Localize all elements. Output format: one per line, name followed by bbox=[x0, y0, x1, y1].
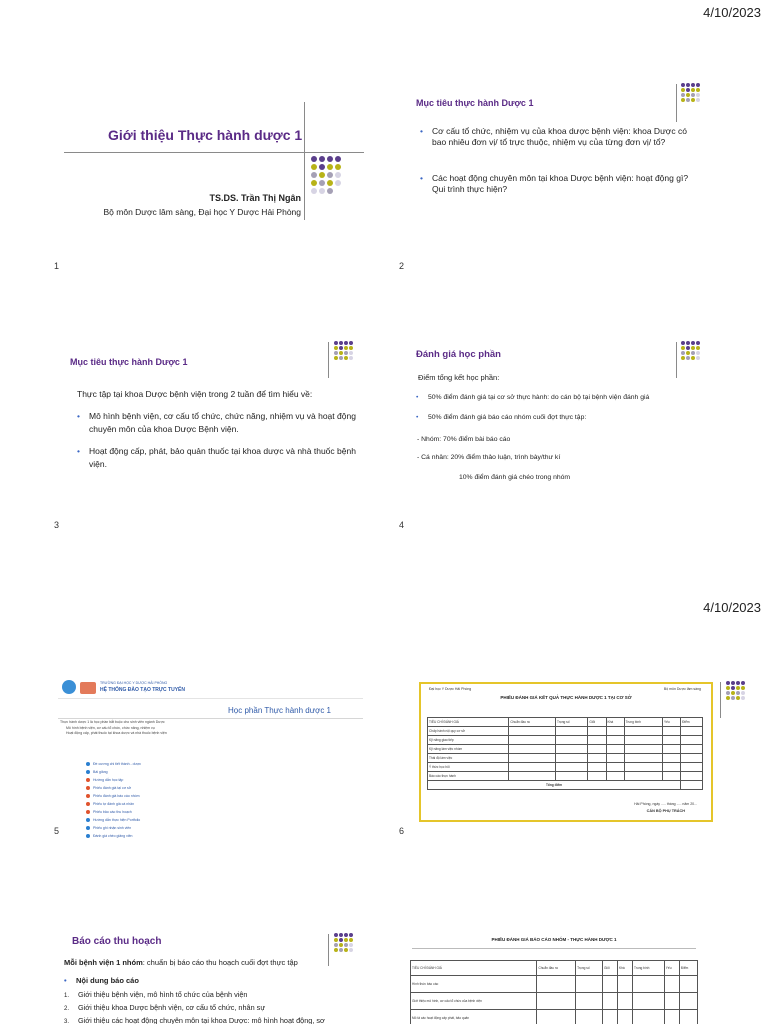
course-link[interactable]: Đề cương chi tiết thành - dược bbox=[86, 760, 141, 768]
bullet-item: • 50% điểm đánh giá báo cáo nhóm cuối đợt thực tập: bbox=[416, 413, 716, 422]
report-lead bbox=[64, 958, 298, 967]
course-link[interactable]: Phiếu bảo cáo thu hoạch bbox=[86, 808, 141, 816]
slide-title: Báo cáo thu hoạch bbox=[72, 936, 162, 947]
table-row: Báo cáo thực hành bbox=[428, 772, 703, 781]
course-links bbox=[86, 760, 141, 840]
table-row: Mô tả các hoạt động cấp phát, bảo quản bbox=[411, 1010, 698, 1024]
decorative-dots bbox=[726, 681, 745, 700]
sign-title: CÁN BỘ PHỤ TRÁCH bbox=[646, 809, 685, 813]
slide-divider-vertical bbox=[676, 342, 677, 378]
form-field-line bbox=[412, 948, 696, 949]
table-row: Ý thức học hỏi bbox=[428, 763, 703, 772]
table-row: Giới thiệu mô hình, cơ cấu tổ chức của bệnh viện bbox=[411, 993, 698, 1010]
decorative-dots bbox=[681, 341, 700, 360]
col-header: Chuẩn đầu ra bbox=[537, 961, 576, 976]
pdf-icon bbox=[86, 794, 90, 798]
sign-place: Hải Phòng, ngày ..... tháng ..... năm 20... bbox=[634, 802, 697, 806]
course-bullet: Mô hình bệnh viện, cơ cấu tổ chức, chức năng, nhiệm vụ bbox=[66, 726, 155, 730]
slide-divider-vertical bbox=[720, 682, 721, 718]
slide-6 bbox=[419, 682, 713, 822]
slide-divider-vertical bbox=[328, 934, 329, 966]
doc-icon bbox=[86, 818, 90, 822]
slide-divider-vertical bbox=[328, 342, 329, 378]
slide-5 bbox=[58, 676, 363, 838]
course-link[interactable]: Phiếu tự đánh giá cá nhân bbox=[86, 800, 141, 808]
sub-item: 10% điểm đánh giá chéo trong nhóm bbox=[459, 474, 571, 481]
slide-number-2: 2 bbox=[399, 261, 405, 271]
report-section bbox=[64, 976, 139, 985]
slide-number-4: 4 bbox=[399, 520, 405, 530]
col-header: Khá bbox=[606, 718, 624, 727]
doc-icon bbox=[86, 834, 90, 838]
slide-affiliation: Bộ môn Dược lâm sàng, Đại học Y Dược Hải Phòng bbox=[103, 207, 301, 217]
table-row: Chấp hành nội quy cơ sở bbox=[428, 727, 703, 736]
org-small: TRƯỜNG ĐẠI HỌC Y DƯỢC HẢI PHÒNG bbox=[100, 681, 168, 685]
decorative-dots bbox=[311, 156, 341, 194]
course-link[interactable]: Phiếu ghi nhận sinh viên bbox=[86, 824, 141, 832]
doc-icon bbox=[86, 826, 90, 830]
slide-7 bbox=[60, 930, 365, 1024]
decorative-dots bbox=[334, 933, 353, 952]
slide-intro: Thực tập tại khoa Dược bệnh viện trong 2 tuần để tìm hiểu về: bbox=[77, 389, 313, 399]
slide-4 bbox=[413, 338, 723, 488]
table-row: Kỹ năng giao tiếp bbox=[428, 736, 703, 745]
lms-header bbox=[58, 676, 363, 699]
sub-item: - Nhóm: 70% điểm bài báo cáo bbox=[417, 436, 511, 443]
slide-3 bbox=[60, 338, 365, 488]
section-heading: • Nội dung báo cáo bbox=[64, 976, 139, 985]
decorative-dots bbox=[681, 83, 700, 102]
page-date: 4/10/2023 bbox=[703, 5, 761, 20]
doc-icon bbox=[86, 762, 90, 766]
report-lead-bold: Mỗi bệnh viện 1 nhóm bbox=[64, 958, 143, 967]
org-name: HỆ THỐNG ĐÀO TẠO TRỰC TUYẾN bbox=[100, 687, 185, 693]
course-link[interactable]: Phiếu đánh giá báo cáo nhóm bbox=[86, 792, 141, 800]
slide-title: Mục tiêu thực hành Dược 1 bbox=[70, 357, 188, 367]
col-header: Yếu bbox=[664, 961, 679, 976]
pdf-icon bbox=[86, 802, 90, 806]
course-title: Học phần Thực hành dược 1 bbox=[228, 706, 331, 715]
slide-number-6: 6 bbox=[399, 826, 405, 836]
course-desc: Thực hành dược 1 là học phần bắt buộc cho sinh viên ngành Dược bbox=[60, 720, 165, 724]
slide-title: Đánh giá học phần bbox=[416, 349, 501, 360]
bullet-item: • Cơ cấu tổ chức, nhiệm vụ của khoa dược bệnh viện: khoa Dược có bao nhiêu đơn vị/ tổ trực thuộc, nhiệm vụ của từng đơn vị/ tổ? bbox=[420, 126, 695, 148]
course-link[interactable]: Phiếu đánh giá tại cơ sở bbox=[86, 784, 141, 792]
slide-title: Giới thiệu Thực hành dược 1 bbox=[108, 127, 303, 143]
list-item: 1. Giới thiệu bệnh viện, mô hình tổ chức của bệnh viện bbox=[64, 990, 248, 999]
form-title: PHIẾU ĐÁNH GIÁ KẾT QUẢ THỰC HÀNH DƯỢC 1 TẠI CƠ SỞ bbox=[500, 695, 632, 700]
slide-author: TS.DS. Trần Thị Ngân bbox=[209, 193, 301, 203]
slide-1 bbox=[60, 80, 365, 230]
slide-divider-vertical bbox=[676, 84, 677, 122]
slide-number-1: 1 bbox=[54, 261, 60, 271]
table-row: Kỹ năng làm việc nhóm bbox=[428, 745, 703, 754]
slide-2 bbox=[413, 80, 723, 230]
doc-icon bbox=[86, 770, 90, 774]
course-link[interactable]: Đánh giá chéo giảng viên bbox=[86, 832, 141, 840]
building-logo-icon bbox=[80, 682, 96, 694]
bullet-item: • 50% điểm đánh giá tại cơ sở thực hành: do cán bộ tại bệnh viện đánh giá bbox=[416, 393, 716, 402]
col-header: Trung bình bbox=[624, 718, 662, 727]
slide-bullets bbox=[77, 410, 357, 471]
slide-8 bbox=[408, 934, 700, 1024]
form-header-left: Đại học Y Dược Hải Phòng bbox=[429, 687, 472, 691]
pdf-icon bbox=[86, 810, 90, 814]
col-header: Trọng số bbox=[556, 718, 588, 727]
slide-intro: Điểm tổng kết học phần: bbox=[418, 373, 500, 382]
sub-item: - Cá nhân: 20% điểm thảo luận, trình bày/thư kí bbox=[417, 454, 561, 461]
list-item: 3. Giới thiệu các hoạt động chuyên môn tại khoa Dược: mô hình hoạt động, sơ bbox=[64, 1016, 325, 1024]
col-header: Trọng số bbox=[576, 961, 603, 976]
slide-bullets bbox=[420, 126, 695, 195]
school-logo-icon bbox=[62, 680, 76, 694]
slide-number-5: 5 bbox=[54, 826, 60, 836]
pdf-icon bbox=[86, 778, 90, 782]
table-row: Hình thức báo cáo bbox=[411, 976, 698, 993]
slide-divider-vertical bbox=[304, 102, 305, 220]
bullet-item: • Mô hình bệnh viện, cơ cấu tổ chức, chức năng, nhiệm vụ và hoạt động chuyên môn của khoa Dược Bệnh viện. bbox=[77, 410, 357, 436]
col-header: Giỏi bbox=[602, 961, 617, 976]
report-items bbox=[64, 989, 325, 1024]
table-row: Thái độ làm việc bbox=[428, 754, 703, 763]
course-bullet: Hoạt động cấp, phát thuốc tại khoa dược và nhà thuốc bệnh viện bbox=[66, 731, 167, 735]
col-header: TIÊU CHÍ ĐÁNH GIÁ bbox=[428, 718, 509, 727]
course-divider bbox=[58, 718, 363, 719]
form-table bbox=[427, 717, 703, 790]
form-table bbox=[410, 960, 698, 1024]
table-row: Tổng điểm bbox=[428, 781, 703, 790]
decorative-dots bbox=[334, 341, 353, 360]
col-header: Giỏi bbox=[588, 718, 606, 727]
bullet-item: • Các hoạt động chuyên môn tại khoa Dược bệnh viện: hoạt động gì? Qui trình thực hiện? bbox=[420, 173, 695, 195]
pdf-icon bbox=[86, 786, 90, 790]
col-header: Chuẩn đầu ra bbox=[509, 718, 556, 727]
slide-title: Mục tiêu thực hành Dược 1 bbox=[416, 98, 534, 108]
report-lead-rest: : chuẩn bị báo cáo thu hoạch cuối đợt thực tập bbox=[142, 958, 298, 967]
col-header: Yếu bbox=[662, 718, 680, 727]
col-header: Khá bbox=[618, 961, 633, 976]
title-divider bbox=[64, 152, 364, 153]
form-title: PHIẾU ĐÁNH GIÁ BÁO CÁO NHÓM - THỰC HÀNH DƯỢC 1 bbox=[491, 937, 617, 942]
col-header: Điểm bbox=[681, 718, 703, 727]
list-item: 2. Giới thiệu khoa Dược bệnh viện, cơ cấu tổ chức, nhân sự bbox=[64, 1003, 266, 1012]
col-header: Điểm bbox=[679, 961, 697, 976]
form-header-right: Bộ môn Dược lâm sàng bbox=[663, 687, 701, 691]
course-link[interactable]: Hướng dẫn học tập bbox=[86, 776, 141, 784]
bullet-item: • Hoạt động cấp, phát, bảo quản thuốc tại khoa dược và nhà thuốc bệnh viện. bbox=[77, 445, 357, 471]
course-link[interactable]: Hướng dẫn thực hiện Portfolio bbox=[86, 816, 141, 824]
page-date: 4/10/2023 bbox=[703, 600, 761, 615]
slide-bullets bbox=[416, 393, 716, 422]
col-header: Trung bình bbox=[633, 961, 665, 976]
course-link[interactable]: Bài giảng bbox=[86, 768, 141, 776]
col-header: TIÊU CHÍ ĐÁNH GIÁ bbox=[411, 961, 537, 976]
slide-number-3: 3 bbox=[54, 520, 60, 530]
